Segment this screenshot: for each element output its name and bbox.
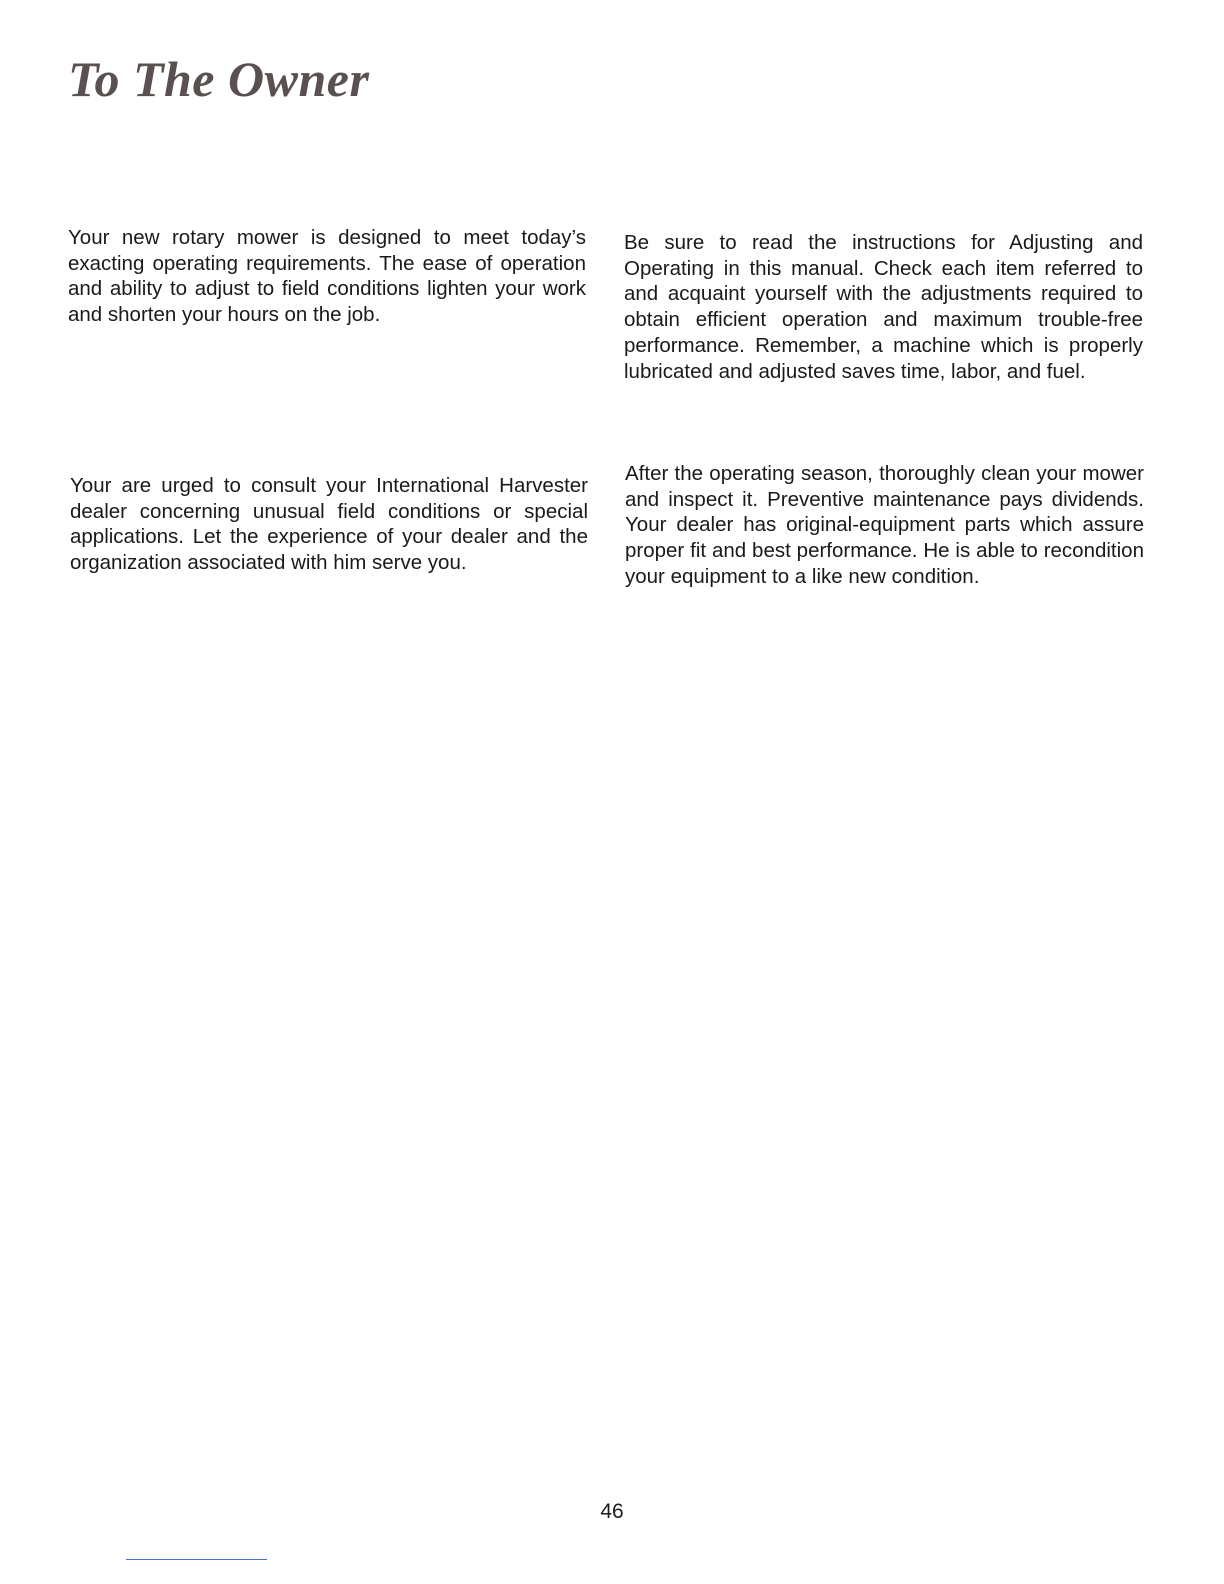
paragraph-maintenance: After the operating season, thoroughly clean your mower and inspect it. Preventive maintenance pays dividends. Your dealer has original-equipment parts which assure proper fit and best performance. He is able to recondition your equipment to a like new condition. bbox=[625, 462, 1144, 588]
paragraph-consult-dealer: Your are urged to consult your International Harvester dealer concerning unusual field conditions or special applications. Let the experience of your dealer and the organization associated with him serve you. bbox=[70, 474, 588, 575]
paragraph-read-instructions: Be sure to read the instructions for Adjusting and Operating in this manual. Check each item referred to and acquaint yourself with the adjustments required to obtain efficient operation and maximum trouble-free performance. Remember, a machine which is properly lubricated and adjusted saves time, labor, and fuel. bbox=[624, 231, 1143, 383]
paragraph-mower-design: Your new rotary mower is designed to meet today’s exacting operating requirements. The ease of operation and ability to adjust to field conditions lighten your work and shorten your hours on the job. bbox=[68, 226, 586, 327]
footer-rule bbox=[126, 1559, 267, 1560]
page-title: To The Owner bbox=[68, 51, 370, 107]
page-number: 46 bbox=[600, 1500, 624, 1523]
